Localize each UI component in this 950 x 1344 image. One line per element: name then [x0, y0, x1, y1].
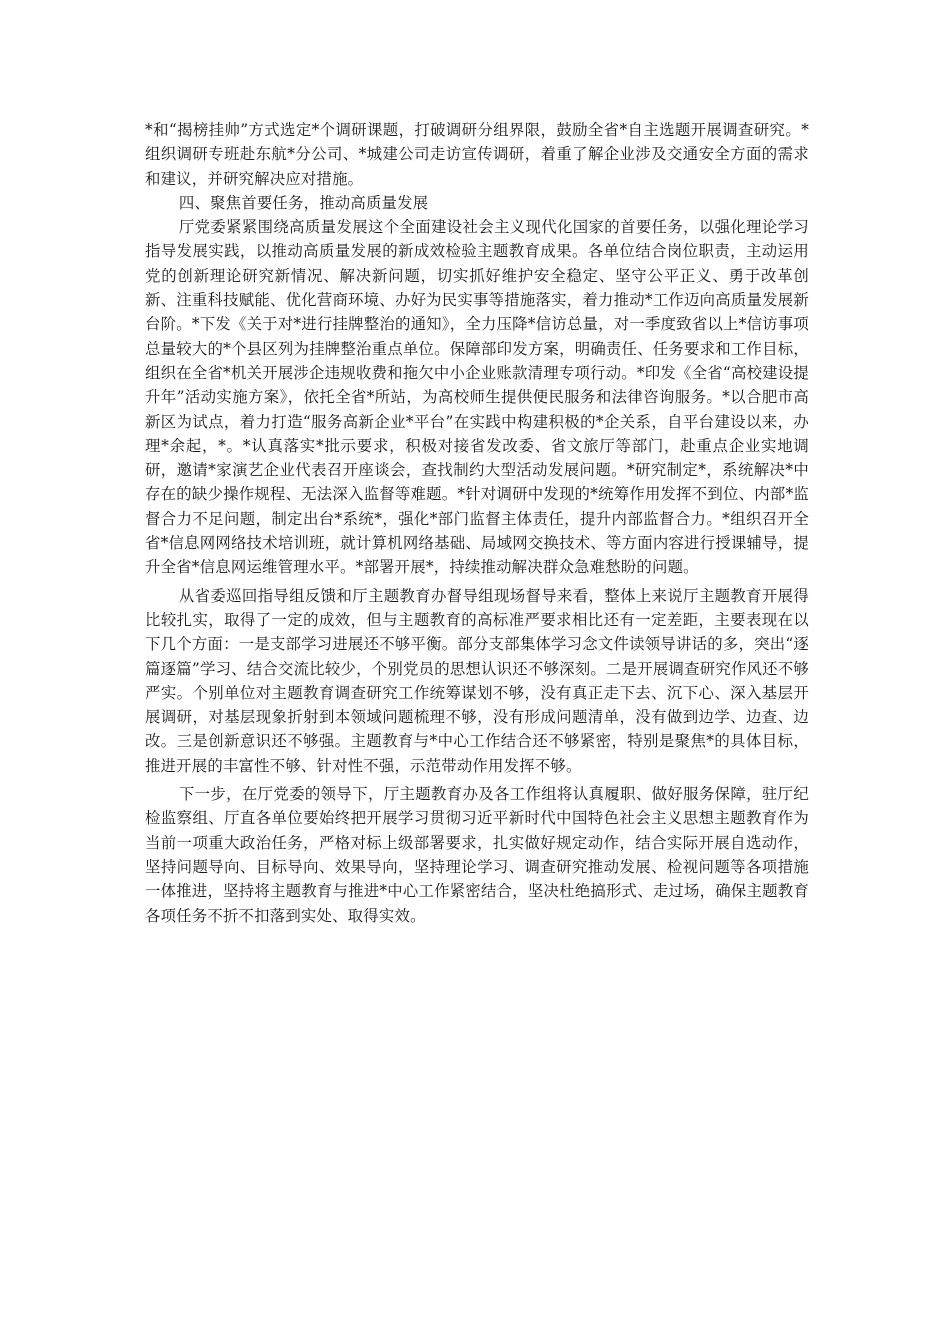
paragraph-issues: 从省委巡回指导组反馈和厅主题教育办督导组现场督导来看，整体上来说厅主题教育开展得比较扎实，取得了一定的成效，但与主题教育的高标准严要求相比还有一定差距，主要表现在以下几个方面：一是支部学习进展还不够平衡。部分支部集体学习念文件读领导讲话的多，突出“逐篇逐篇”学习、结合交流比较少，个别党员的思想认识还不够深刻。二是开展调查研究作风还不够严实。个别单位对主题教育调查研究工作统筹谋划不够，没有真正走下去、沉下心、深入基层开展调研，对基层现象折射到本领域问题梳理不够，没有形成问题清单，没有做到边学、边查、边改。三是创新意识还不够强。主题教育与*中心工作结合还不够紧密，特别是聚焦*的具体目标，推进开展的丰富性不够、针对性不强，示范带动作用发挥不够。 [145, 586, 809, 775]
paragraph-high-quality-development: 厅党委紧紧围绕高质量发展这个全面建设社会主义现代化国家的首要任务，以强化理论学习指导发展实践，以推动高质量发展的新成效检验主题教育成果。各单位结合岗位职责，主动运用党的创新理论研究新情况、解决新问题，切实抓好维护安全稳定、坚守公平正义、勇于改革创新、注重科技赋能、优化营商环境、办好为民实事等措施落实，着力推动*工作迈向高质量发展新台阶。*下发《关于对*进行挂牌整治的通知》，全力压降*信访总量，对一季度致省以上*信访事项总量较大的*个县区列为挂牌整治重点单位。保障部印发方案，明确责任、任务要求和工作目标，组织在全省*机关开展涉企违规收费和拖欠中小企业账款清理专项行动。*印发《全省“高校建设提升年”活动实施方案》，依托全省*所站，为高校师生提供便民服务和法律咨询服务。*以合肥市高新区为试点，着力打造“服务高新企业*平台”在实践中构建积极的*企关系，自平台建设以来，办理*余起，*。*认真落实*批示要求，积极对接省发改委、省文旅厅等部门，赴重点企业实地调研，邀请*家演艺企业代表召开座谈会，查找制约大型活动发展问题。*研究制定*，系统解决*中存在的缺少操作规程、无法深入监督等难题。*针对调研中发现的*统筹作用发挥不到位、内部*监督合力不足问题，制定出台*系统*，强化*部门监督主体责任，提升内部监督合力。*组织召开全省*信息网网络技术培训班，就计算机网络基础、局域网交换技术、等方面内容进行授课辅导，提升全省*信息网运维管理水平。*部署开展*，持续推动解决群众急难愁盼的问题。 [145, 218, 809, 577]
paragraph-next-steps: 下一步，在厅党委的领导下，厅主题教育办及各工作组将认真履职、做好服务保障，驻厅纪检监察组、厅直各单位要始终把开展学习贯彻习近平新时代中国特色社会主义思想主题教育作为当前一项重大政治任务，严格对标上级部署要求，扎实做好规定动作，结合实际开展自选动作，坚持问题导向、目标导向、效果导向，坚持理论学习、调查研究推动发展、检视问题等各项措施一体推进，坚持将主题教育与推进*中心工作紧密结合，坚决杜绝搞形式、走过场，确保主题教育各项任务不折不扣落到实处、取得实效。 [145, 785, 809, 925]
paragraph-continuation: *和“揭榜挂帅”方式选定*个调研课题，打破调研分组界限，鼓励全省*自主选题开展调查研究。*组织调研专班赴东航*分公司、*城建公司走访宣传调研，着重了解企业涉及交通安全方面的需求和建议，并研究解决应对措施。 [145, 121, 809, 188]
document-page [145, 118, 809, 928]
section-heading: 四、聚焦首要任务，推动高质量发展 [178, 193, 429, 212]
